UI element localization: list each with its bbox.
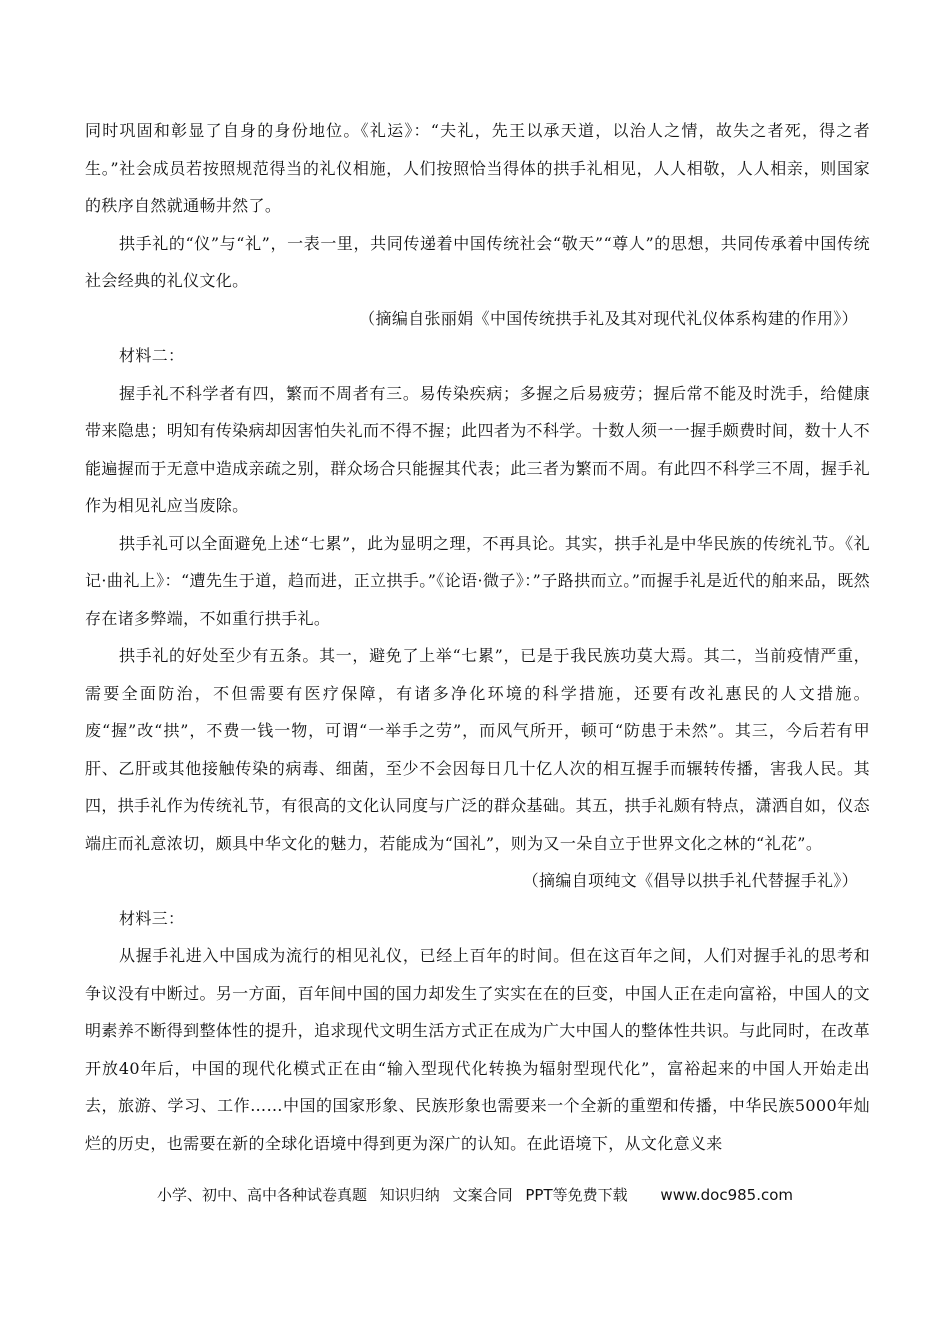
paragraph-4: 拱手礼可以全面避免上述“七累”，此为显明之理，不再具论。其实，拱手礼是中华民族的传统礼节。《礼记·曲礼上》：“遭先生于道，趋而进，正立拱手。”《论语·微子》：”子路拱而立。”而握手礼是近代的舶来品，既然存在诸多弊端，不如重行拱手礼。 bbox=[85, 533, 870, 628]
paragraph-2: 拱手礼的“仪”与“礼”，一表一里，共同传递着中国传统社会“敬天”“尊人”的思想，共同传承着中国传统社会经典的礼仪文化。 bbox=[85, 233, 870, 290]
page-footer bbox=[0, 1184, 950, 1205]
section-heading-material-2: 材料二： bbox=[119, 346, 185, 365]
paragraph-1: 同时巩固和彰显了自身的身份地位。《礼运》：“夫礼，先王以承天道，以治人之情，故失之者死，得之者生。”社会成员若按照规范得当的礼仪相施，人们按照恰当得体的拱手礼相见，人人相敬，人人相亲，则国家的秩序自然就通畅井然了。 bbox=[85, 121, 870, 215]
document-body bbox=[85, 112, 870, 1162]
footer-text-exams: 小学、初中、高中各种试卷真题 bbox=[156, 1186, 367, 1204]
footer-url-link[interactable]: www.doc985.com bbox=[660, 1186, 793, 1204]
footer-text-contracts: 文案合同 bbox=[452, 1186, 513, 1204]
paragraph-5: 拱手礼的好处至少有五条。其一，避免了上举“七累”，已是于我民族功莫大焉。其二，当前疫情严重，需要全面防治，不但需要有医疗保障，有诸多净化环境的科学措施，还要有改礼惠民的人文措施。废“握”改“拱”，不费一钱一物，可谓“一举手之劳”，而风气所开，顿可“防患于未然”。其三，今后若有甲肝、乙肝或其他接触传染的病毒、细菌，至少不会因每日几十亿人次的相互握手而辗转传播，害我人民。其四，拱手礼作为传统礼节，有很高的文化认同度与广泛的群众基础。其五，拱手礼颇有特点，潇洒自如，仪态端庄而礼意浓切，颇具中华文化的魅力，若能成为“国礼”，则为又一朵自立于世界文化之林的“礼花”。 bbox=[85, 646, 870, 853]
paragraph-3: 握手礼不科学者有四，繁而不周者有三。易传染疾病；多握之后易疲劳；握后常不能及时洗手，给健康带来隐患；明知有传染病却因害怕失礼而不得不握；此四者为不科学。十数人须一一握手颇费时间，数十人不能遍握而于无意中造成亲疏之别，群众场合只能握其代表；此三者为繁而不周。有此四不科学三不周，握手礼作为相见礼应当废除。 bbox=[85, 383, 870, 515]
section-heading-material-3: 材料三： bbox=[119, 908, 185, 928]
footer-text-ppt: PPT等免费下载 bbox=[525, 1186, 628, 1204]
source-citation-2: （摘编自项纯文《倡导以拱手礼代替握手礼》） bbox=[522, 871, 858, 890]
source-citation-1: （摘编自张丽娟《中国传统拱手礼及其对现代礼仪体系构建的作用》） bbox=[359, 308, 858, 328]
paragraph-6: 从握手礼进入中国成为流行的相见礼仪，已经上百年的时间。但在这百年之间，人们对握手礼的思考和争议没有中断过。另一方面，百年间中国的国力却发生了实实在在的巨变，中国人正在走向富裕，中国人的文明素养不断得到整体性的提升，追求现代文明生活方式正在成为广大中国人的整体性共识。与此同时，在改革开放40年后，中国的现代化模式正在由“输入型现代化转换为辐射型现代化”，富裕起来的中国人开始走出去，旅游、学习、工作……中国的国家形象、民族形象也需要来一个全新的重塑和传播，中华民族5000年灿烂的历史，也需要在新的全球化语境中得到更为深广的认知。在此语境下，从文化意义来 bbox=[85, 946, 870, 1153]
footer-text-knowledge: 知识归纳 bbox=[379, 1186, 440, 1204]
